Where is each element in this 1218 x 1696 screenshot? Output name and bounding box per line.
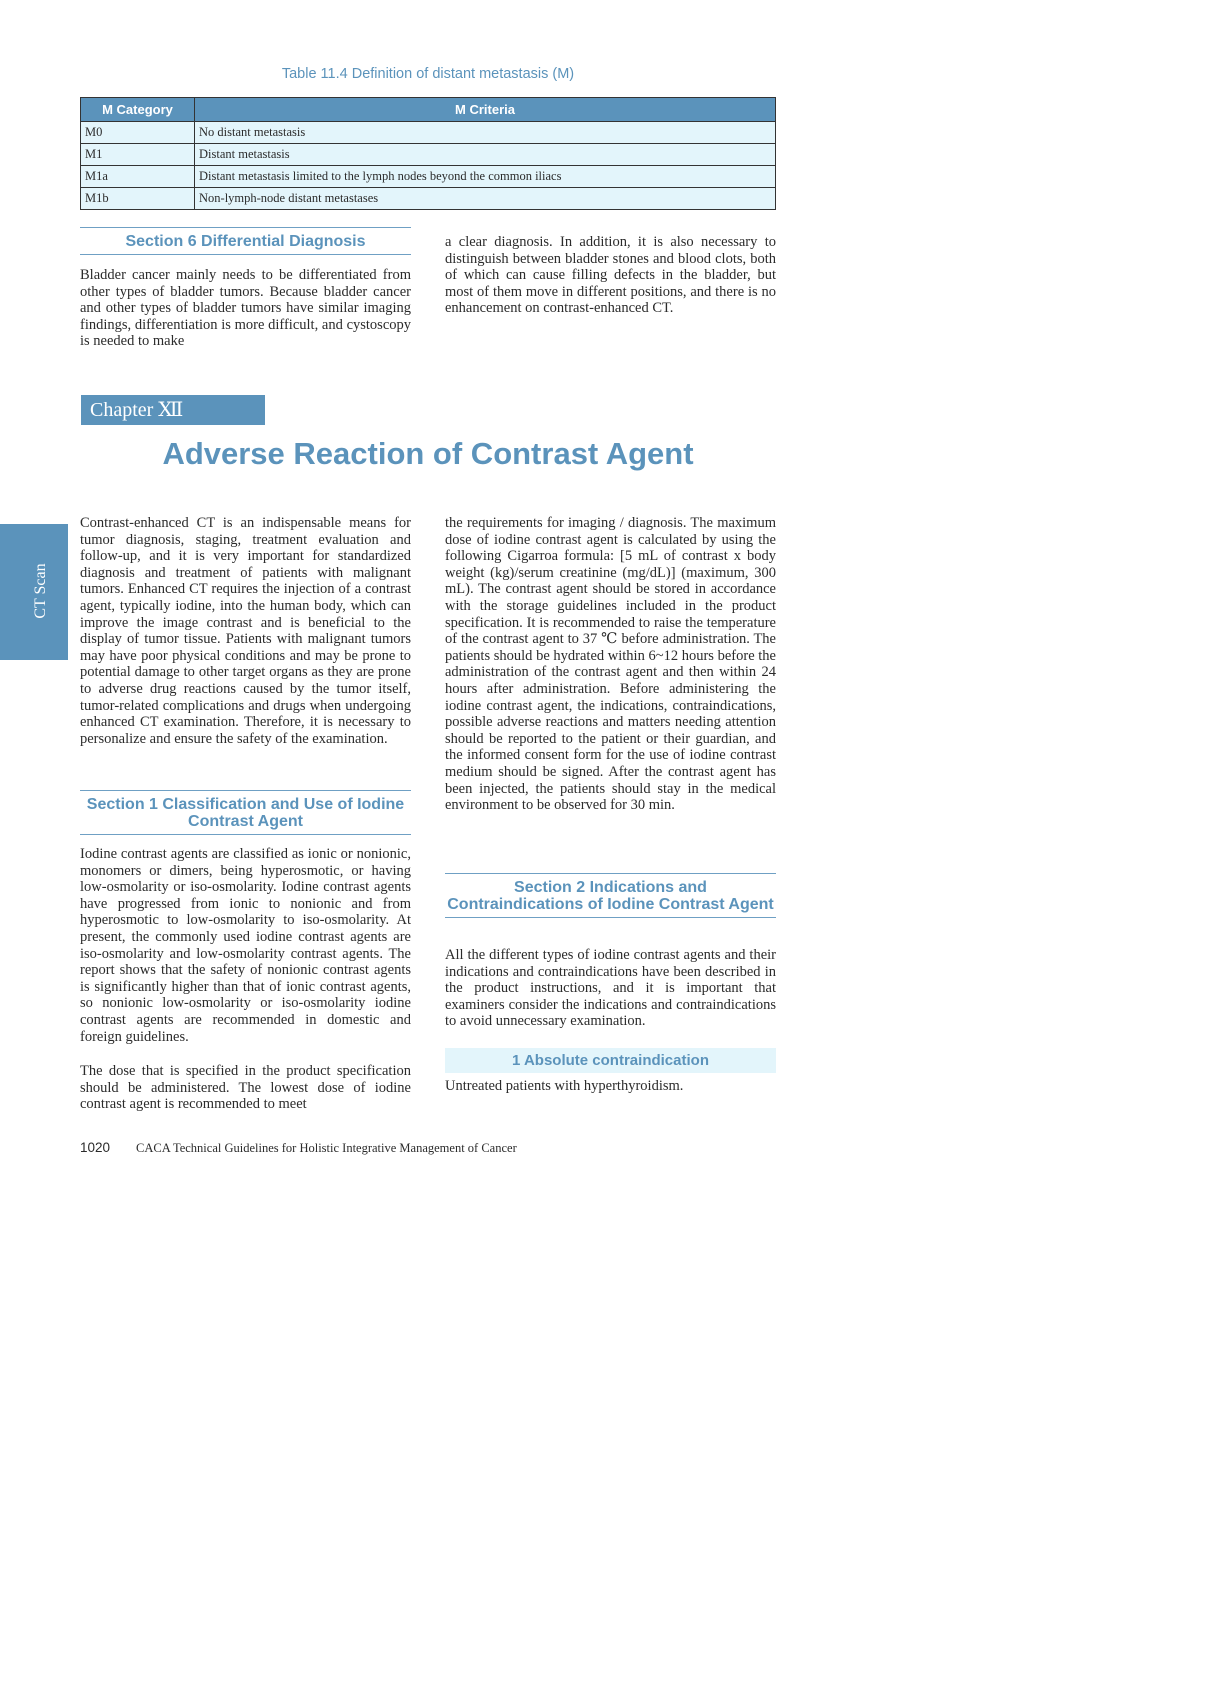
metastasis-table [80,97,776,210]
table-cell: M1 [81,144,195,166]
section1-para1: Iodine contrast agents are classified as ionic or nonionic, monomers or dimers, being hyperosmotic, or having low-osmolarity or iso-osmolarity. Iodine contrast agents have progressed from ionic to nonionic and from hyperosmotic to low-osmolarity to iso-osmolarity. At present, the commonly used iodine contrast agents are iso-osmolarity and low-osmolarity contrast agents. The report shows that the safety of nonionic contrast agents is significantly higher than that of ionic contrast agents, so nonionic low-osmolarity or iso-osmolarity iodine contrast agents are recommended in domestic and foreign guidelines. [80,846,411,1045]
table-row [81,166,776,188]
table-header-category: M Category [81,98,195,122]
section1-para2: The dose that is specified in the product specification should be administered. The lowest dose of iodine contrast agent is recommended to meet [80,1063,411,1113]
section6-right-text: a clear diagnosis. In addition, it is also necessary to distinguish between bladder stones and blood clots, both of which can cause filling defects in the bladder, but most of them move in different positions, and there is no enhancement on contrast-enhanced CT. [445,234,776,317]
absolute-contraindication-text: Untreated patients with hyperthyroidism. [445,1078,684,1094]
section2-heading: Section 2 Indications and Contraindications of Iodine Contrast Agent [445,873,776,918]
table-cell: M0 [81,122,195,144]
table-row [81,144,776,166]
table-cell: M1b [81,188,195,210]
table-cell: Distant metastasis [195,144,776,166]
page-number: 1020 [80,1140,111,1155]
table-row [81,122,776,144]
running-footer-title: CACA Technical Guidelines for Holistic Integrative Management of Cancer [136,1141,517,1155]
section2-para: All the different types of iodine contrast agents and their indications and contraindications have been described in the product instructions, and it is important that examiners consider the indications and contraindications to avoid unnecessary examination. [445,947,776,1030]
section6-heading: Section 6 Differential Diagnosis [80,227,411,255]
side-tab-label: CT Scan [32,563,49,619]
intro-text: Contrast-enhanced CT is an indispensable means for tumor diagnosis, staging, treatment evaluation and follow-up, and it is very important for standardized diagnosis and treatment of patients with malignant tumors. Enhanced CT requires the injection of a contrast agent, typically iodine, into the human body, which can improve the image contrast and is beneficial to the display of tumor tissue. Patients with malignant tumors may have poor physical conditions and may be prone to potential damage to other target organs as they are prone to adverse drug reactions caused by the tumor itself, tumor-related complications and drugs when undergoing enhanced CT examination. Therefore, it is necessary to personalize and ensure the safety of the examination. [80,515,411,747]
table-cell: Non-lymph-node distant metastases [195,188,776,210]
absolute-contraindication-subheading: 1 Absolute contraindication [445,1048,776,1073]
chapter-label: Chapter Ⅻ [81,395,265,425]
section1-para2-continued: the requirements for imaging / diagnosis. The maximum dose of iodine contrast agent is calculated by using the following Cigarroa formula: [5 mL of contrast x body weight (kg)/serum creatinine (mg/dL)] (maximum, 300 mL). The contrast agent should be stored in accordance with the storage guidelines included in the product specification. It is recommended to raise the temperature of the contrast agent to 37 ℃ before administration. The patients should be hydrated within 6~12 hours before the administration of the contrast agent and then within 24 hours after administration. Before administering the iodine contrast agent, the indications, contraindications, possible adverse reactions and matters needing attention should be reported to the patient or their guardian, and the informed consent form for the use of iodine contrast medium should be signed. After the contrast agent has been injected, the patients should stay in the medical environment to be observed for 30 min. [445,515,776,814]
table-row [81,188,776,210]
table-caption: Table 11.4 Definition of distant metastasis (M) [281,66,575,82]
section6-left-text: Bladder cancer mainly needs to be differentiated from other types of bladder tumors. Because bladder cancer and other types of bladder tumors have similar imaging findings, differentiation is more difficult, and cystoscopy is needed to make [80,267,411,350]
chapter-title: Adverse Reaction of Contrast Agent [162,436,694,471]
table-cell: No distant metastasis [195,122,776,144]
section1-heading: Section 1 Classification and Use of Iodine Contrast Agent [80,790,411,835]
table-header-criteria: M Criteria [195,98,776,122]
table-cell: Distant metastasis limited to the lymph nodes beyond the common iliacs [195,166,776,188]
table-cell: M1a [81,166,195,188]
